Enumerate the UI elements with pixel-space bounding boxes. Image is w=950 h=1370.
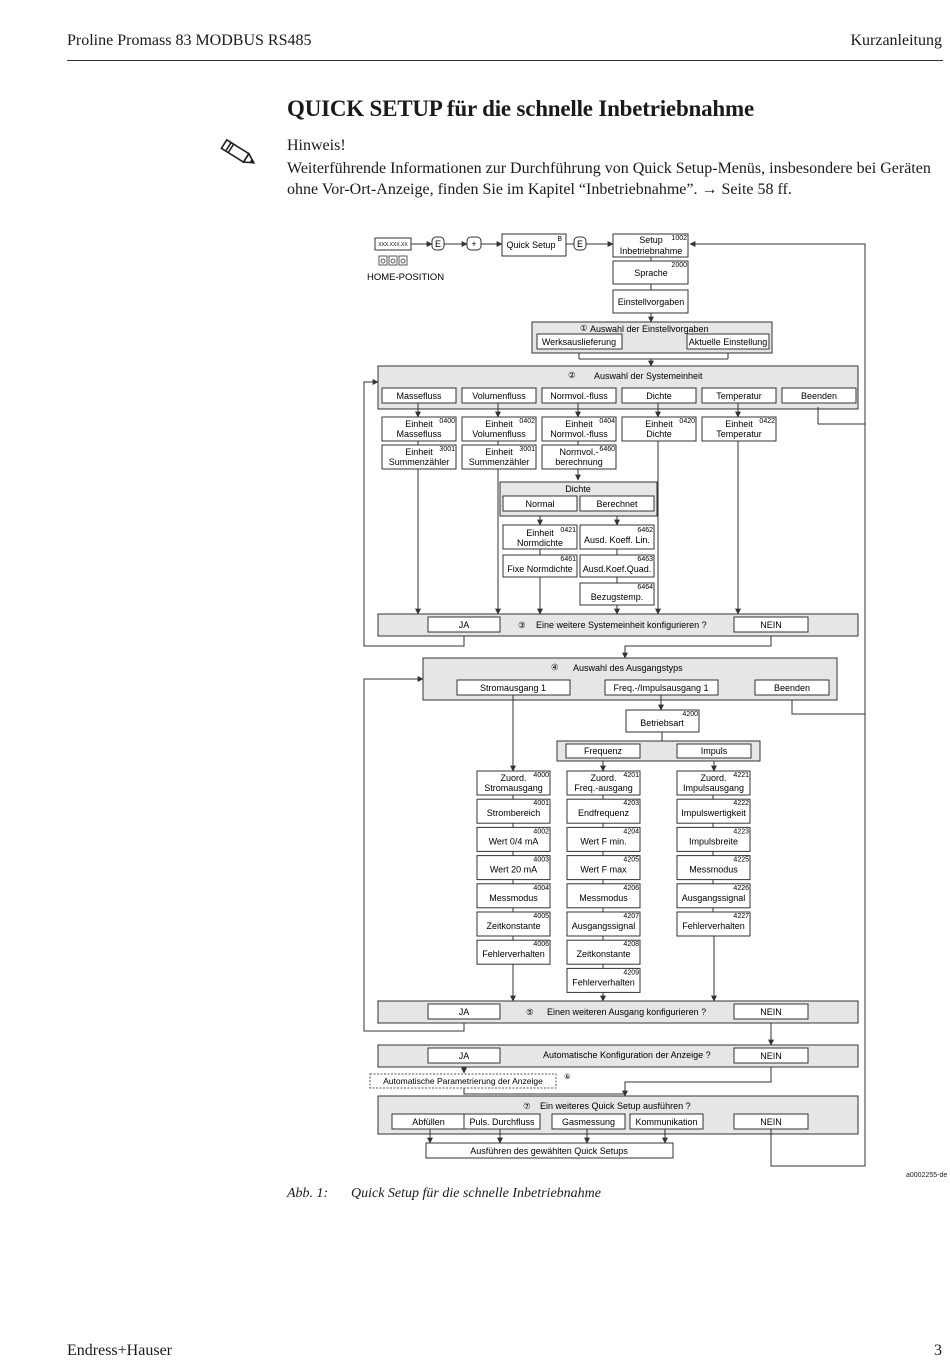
box-line1: Bezugstemp.	[590, 592, 644, 602]
box-line1: Einheit	[485, 419, 513, 429]
box-line1: Impulsbreite	[688, 836, 739, 847]
flow-box	[580, 555, 654, 577]
flow-box	[477, 912, 550, 936]
box-code: 3001	[519, 446, 535, 453]
option-label: Frequenz	[583, 746, 623, 756]
flow-box	[477, 884, 550, 908]
flow-box	[567, 884, 640, 908]
box-line1: Sprache	[634, 268, 668, 278]
option-label: Abfüllen	[412, 1117, 445, 1127]
note-text: Weiterführende Informationen zur Durchführung von Quick Setup-Menüs, insbesondere bei Geräten ohne Vor-Ort-Anzeige, finden Sie im Kapitel “Inbetriebnahme”. → Seite 58 ff.	[287, 160, 931, 198]
pencil-icon	[218, 136, 258, 172]
box-code: 4002	[533, 828, 549, 836]
keypad-icon	[379, 256, 407, 265]
box-line1: Normvol.-	[559, 447, 599, 457]
box-line1: Zuord.	[700, 773, 727, 783]
ja-label: JA	[458, 620, 470, 630]
flow-box	[542, 417, 616, 441]
flow-box	[677, 912, 750, 936]
box-code: 1002	[671, 235, 687, 242]
execute-label: Ausführen des gewählten Quick Setups	[470, 1146, 628, 1156]
box-code: 0400	[439, 418, 455, 425]
box-line1: Einstellvorgaben	[617, 297, 685, 307]
option-label: Stromausgang 1	[479, 683, 547, 693]
step2-title: Auswahl der Systemeinheit	[594, 371, 703, 381]
nein-label: NEIN	[760, 1117, 782, 1127]
option-label: Freq.-/Impulsausgang 1	[613, 683, 709, 693]
box-line1: Fixe Normdichte	[507, 564, 573, 574]
page-title: QUICK SETUP für die schnelle Inbetriebnahme	[287, 96, 754, 121]
flow-box	[462, 417, 536, 441]
flow-box	[503, 525, 577, 549]
option-label: Kommunikation	[635, 1117, 698, 1127]
flow-box	[477, 940, 550, 964]
flowchart-canvas	[360, 226, 935, 1186]
flow-box	[382, 417, 456, 441]
step1-num: ①	[580, 323, 588, 333]
quick-setup-label: Quick Setup	[506, 240, 556, 250]
key-e-label: E	[576, 239, 584, 249]
box-code: 0404	[599, 418, 615, 425]
step5-num: ⑤	[526, 1007, 534, 1017]
box-line1: Einheit	[526, 528, 554, 538]
box-line1: Ausgangssignal	[571, 921, 636, 931]
box-code: 3001	[439, 446, 455, 453]
flow-box	[567, 827, 640, 851]
box-line2: Stromausgang	[484, 783, 543, 793]
header-rule	[67, 60, 943, 61]
box-code: 4000	[533, 772, 549, 779]
anzeige-question: Automatische Konfiguration der Anzeige ?	[543, 1050, 711, 1060]
ja-label: JA	[458, 1007, 470, 1017]
box-code: 0422	[759, 418, 775, 425]
box-line1: Einheit	[725, 419, 753, 429]
box-line2: Summenzähler	[388, 457, 450, 467]
box-line2: Freq.-ausgang	[574, 783, 633, 793]
box-code: 4225	[733, 856, 749, 864]
note-heading: Hinweis!	[287, 137, 346, 154]
box-line1: Ausd.Koef.Quad.	[582, 564, 652, 574]
flow-box	[677, 884, 750, 908]
box-line1: Messmodus	[689, 864, 738, 875]
box-line1: Wert 0/4 mA	[488, 836, 539, 847]
option-label: Impuls	[700, 746, 728, 756]
option-label: Dichte	[646, 391, 672, 401]
box-code: 4207	[623, 913, 639, 920]
connector	[625, 1067, 771, 1096]
box-code: 4005	[533, 913, 549, 920]
box-code: 4203	[623, 800, 639, 808]
key-plus-label: +	[471, 239, 477, 249]
flow-box	[567, 940, 640, 964]
box-line1: Ausd. Koeff. Lin.	[584, 535, 650, 545]
box-code: 2000	[671, 262, 687, 269]
nein-label: NEIN	[760, 1007, 782, 1017]
key-e-label: E	[434, 239, 442, 249]
image-code: a0002255-de	[906, 1172, 948, 1179]
caption-number: Abb. 1:	[287, 1186, 329, 1201]
box-code: 4222	[733, 800, 749, 808]
box-line1: Einheit	[565, 419, 593, 429]
box-line1: Ausgangssignal	[681, 892, 746, 903]
box-code: 4001	[533, 800, 549, 808]
box-code: 4227	[733, 913, 749, 920]
box-line1: Fehlerverhalten	[482, 949, 545, 960]
step2-num: ②	[568, 370, 576, 380]
box-line2: Volumenfluss	[472, 429, 526, 439]
box-line1: Fehlerverhalten	[572, 977, 635, 988]
box-code: 6460	[599, 446, 615, 453]
density-title: Dichte	[565, 484, 591, 494]
box-code: 0421	[560, 527, 576, 534]
connector	[625, 636, 771, 658]
option-label: Beenden	[773, 683, 811, 693]
box-line1: Zuord.	[590, 773, 617, 783]
box-line2: Normvol.-fluss	[550, 429, 608, 439]
box-line2: berechnung	[555, 457, 603, 467]
step7-num: ⑦	[523, 1101, 531, 1111]
box-line1: Wert F min.	[580, 836, 627, 847]
box-code: 4006	[533, 941, 549, 949]
flow-box	[477, 827, 550, 851]
box-line1: Messmodus	[489, 892, 538, 903]
step4-title: Auswahl des Ausgangstyps	[573, 663, 683, 673]
option-label: Gasmessung	[561, 1117, 616, 1127]
step4-num: ④	[551, 662, 559, 672]
step1-title: Auswahl der Einstellvorgaben	[590, 324, 709, 334]
box-code: 4003	[533, 856, 549, 864]
page-number: 3	[934, 1342, 942, 1359]
box-line2: Dichte	[646, 429, 672, 439]
box-code: 4226	[733, 884, 749, 892]
option-label: Massefluss	[396, 391, 442, 401]
flow-box	[542, 445, 616, 469]
box-code: 4204	[623, 828, 639, 836]
box-code: 4221	[733, 772, 749, 779]
quick-setup-flowchart	[360, 226, 935, 1186]
footer-company: Endress+Hauser	[67, 1342, 172, 1359]
flow-box	[677, 771, 750, 795]
flow-box	[702, 417, 776, 441]
step7-question: Ein weiteres Quick Setup ausführen ?	[540, 1101, 691, 1111]
box-line1: Zeitkonstante	[576, 949, 631, 960]
flow-box	[477, 799, 550, 823]
box-line1: Einheit	[405, 447, 433, 457]
flow-box	[580, 583, 654, 605]
flow-box	[477, 856, 550, 880]
box-code: 4209	[623, 969, 639, 977]
box-line1: Einheit	[485, 447, 513, 457]
box-line1: Impulswertigkeit	[681, 808, 746, 819]
box-line1: Strombereich	[486, 808, 541, 819]
connector	[464, 1088, 625, 1096]
flow-box	[613, 261, 688, 284]
nein-label: NEIN	[760, 1051, 782, 1061]
box-code: 4004	[533, 884, 549, 892]
option-label: Normal	[525, 499, 555, 509]
flow-box	[613, 234, 688, 257]
box-code: 4201	[623, 772, 639, 779]
flow-box	[677, 856, 750, 880]
box-line2: Impulsausgang	[682, 783, 745, 793]
flow-box	[626, 710, 699, 732]
connector	[364, 679, 464, 1031]
caption-text: Quick Setup für die schnelle Inbetriebnahme	[351, 1186, 601, 1201]
step3-question: Eine weitere Systemeinheit konfigurieren ?	[536, 620, 707, 630]
step5-question: Einen weiteren Ausgang konfigurieren ?	[547, 1007, 707, 1017]
home-position-label: HOME-POSITION	[367, 272, 445, 283]
flow-box	[567, 799, 640, 823]
option-label: Temperatur	[716, 391, 762, 401]
flow-box	[462, 445, 536, 469]
step6-label: Automatische Parametrierung der Anzeige	[383, 1076, 543, 1086]
flow-box	[477, 771, 550, 795]
nein-label: NEIN	[760, 620, 782, 630]
box-code: 6464	[637, 584, 653, 591]
box-line1: Wert F max	[580, 864, 627, 875]
box-line1: Wert 20 mA	[489, 864, 538, 875]
flow-box	[567, 968, 640, 992]
box-code: 6463	[637, 556, 653, 563]
box-code: 4223	[733, 828, 749, 836]
option-label: Berechnet	[596, 499, 638, 509]
box-code: 0402	[519, 418, 535, 425]
box-code: 6462	[637, 527, 653, 534]
box-line1: Einheit	[405, 419, 433, 429]
flow-box	[503, 555, 577, 577]
box-line1: Setup	[639, 235, 663, 245]
box-code: 0420	[679, 418, 695, 425]
option-label: Aktuelle Einstellung	[688, 337, 768, 347]
flow-box	[502, 234, 566, 256]
box-code: 4200	[682, 711, 698, 718]
box-code: 4208	[623, 941, 639, 949]
box-line1: Betriebsart	[640, 718, 684, 728]
flow-box	[567, 856, 640, 880]
box-line2: Inbetriebnahme	[619, 246, 683, 256]
box-line1: Endfrequenz	[577, 808, 630, 819]
box-line1: Zeitkonstante	[486, 921, 541, 931]
flow-box	[622, 417, 696, 441]
step3-num: ③	[518, 620, 526, 630]
box-code: 6461	[560, 556, 576, 563]
display-value: XXX.XXX.XX	[378, 242, 408, 248]
option-label: Werksauslieferung	[541, 337, 617, 347]
flow-box	[580, 525, 654, 549]
flow-box	[677, 799, 750, 823]
flow-box	[382, 445, 456, 469]
figure-caption	[287, 1186, 601, 1202]
flow-box	[567, 912, 640, 936]
header-section: Kurzanleitung	[850, 32, 942, 49]
box-code: 4206	[623, 884, 639, 892]
box-line1: Zuord.	[500, 773, 527, 783]
header-product: Proline Promass 83 MODBUS RS485	[67, 32, 312, 49]
box-line2: Normdichte	[516, 538, 564, 548]
box-line2: Temperatur	[716, 429, 762, 439]
box-line2: Massefluss	[396, 429, 442, 439]
flow-box	[677, 827, 750, 851]
box-line1: Messmodus	[579, 892, 628, 903]
box-line2: Summenzähler	[468, 457, 530, 467]
ja-label: JA	[458, 1051, 470, 1061]
quick-setup-code: B	[557, 236, 562, 243]
option-label: Puls. Durchfluss	[469, 1117, 535, 1127]
box-line1: Einheit	[645, 419, 673, 429]
option-label: Volumenfluss	[472, 391, 526, 401]
box-code: 4205	[623, 856, 639, 864]
flow-box	[613, 290, 688, 313]
flow-box	[567, 771, 640, 795]
step6-num: ⑥	[564, 1072, 571, 1081]
option-label: Normvol.-fluss	[550, 391, 608, 401]
box-line1: Fehlerverhalten	[682, 921, 745, 931]
option-label: Beenden	[800, 391, 838, 401]
